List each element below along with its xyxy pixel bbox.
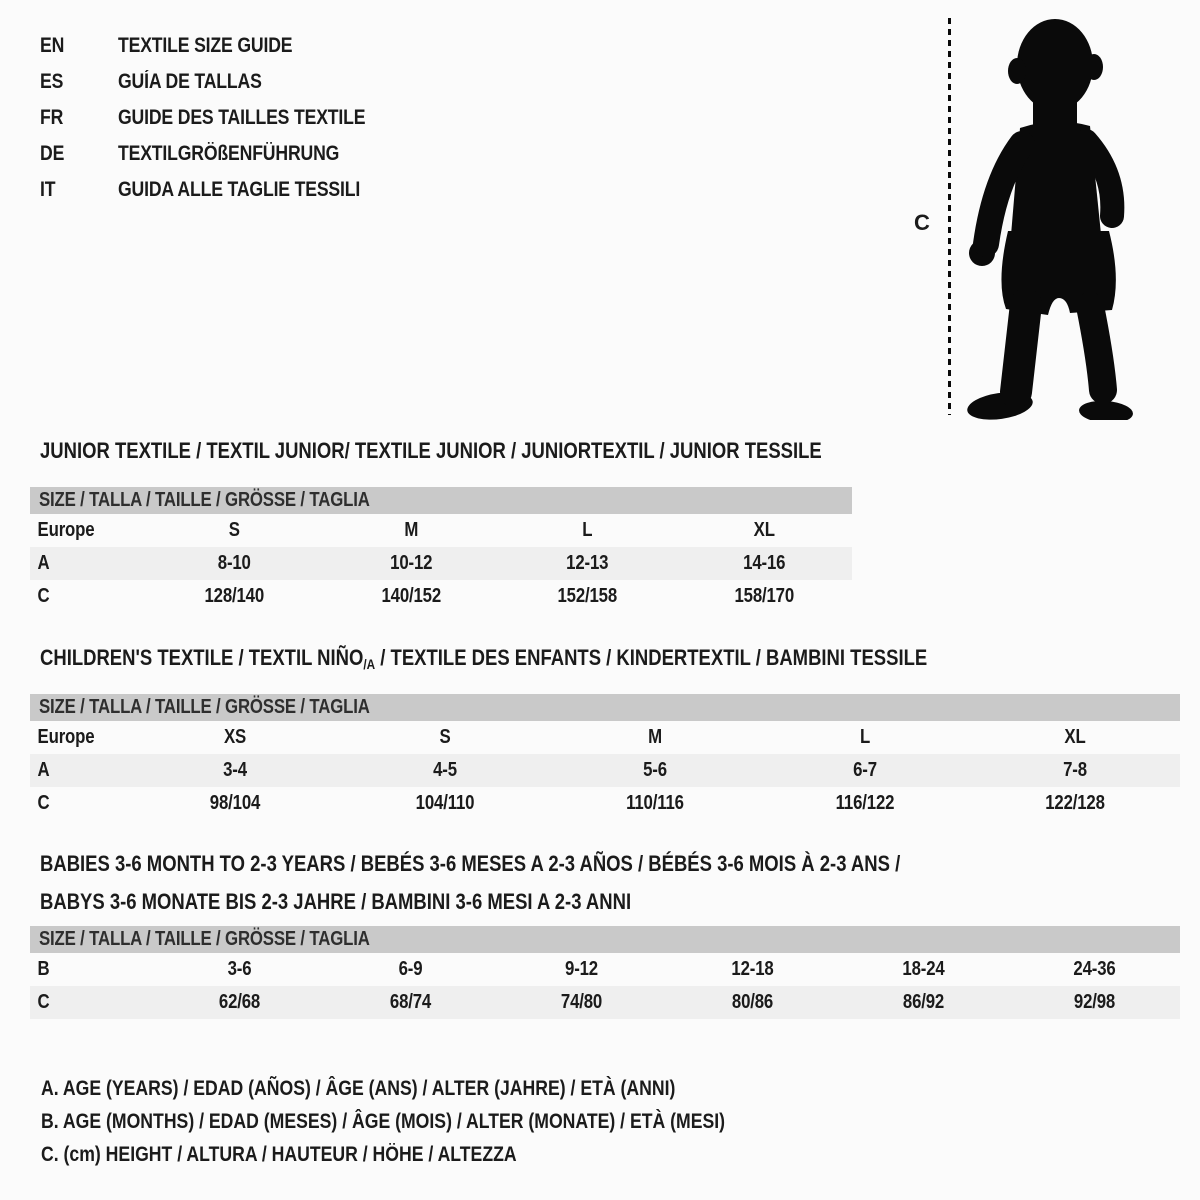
size-cell: 62/68 [218, 991, 261, 1013]
row-label: A [37, 552, 50, 574]
size-cell: 80/86 [731, 991, 774, 1013]
size-cell: 7-8 [1063, 759, 1087, 781]
babies-section-heading-line1: BABIES 3-6 MONTH TO 2-3 YEARS / BEBÉS 3-6 MESES A 2-3 AÑOS / BÉBÉS 3-6 MOIS À 2-3 ANS / [40, 851, 901, 876]
language-code: DE [40, 142, 65, 165]
size-cell: M [403, 519, 418, 541]
language-code: FR [40, 106, 64, 129]
size-cell: 18-24 [902, 958, 945, 980]
children-heading-sub: /A [363, 656, 376, 672]
size-cell: S [439, 726, 451, 748]
size-cell: 12-18 [731, 958, 774, 980]
language-code: IT [40, 178, 56, 201]
size-cell: 3-4 [223, 759, 247, 781]
size-header-bar [30, 487, 852, 514]
size-cell: 3-6 [227, 958, 252, 980]
size-cell: 140/152 [380, 585, 441, 607]
row-label: C [37, 991, 50, 1013]
children-heading-text: CHILDREN'S TEXTILE / TEXTIL NIÑO [40, 645, 364, 670]
row-label: B [37, 958, 50, 980]
size-cell: 10-12 [389, 552, 432, 574]
language-title: GUIDA ALLE TAGLIE TESSILI [118, 178, 361, 201]
size-cell: 8-10 [217, 552, 251, 574]
row-label: Europe [37, 519, 95, 541]
size-cell: 152/158 [557, 585, 618, 607]
babies-size-table [30, 926, 1180, 1019]
legend-line-b: B. AGE (MONTHS) / EDAD (MESES) / ÂGE (MOIS) / ALTER (MONATE) / ETÀ (MESI) [41, 1110, 726, 1133]
size-header-bar [30, 926, 1180, 953]
row-label: C [37, 585, 50, 607]
legend-line-c: C. (cm) HEIGHT / ALTURA / HAUTEUR / HÖHE / ALTEZZA [41, 1143, 517, 1166]
table-row [30, 514, 852, 547]
size-header-label: SIZE / TALLA / TAILLE / GRÖSSE / TAGLIA [39, 696, 370, 718]
table-row [30, 754, 1180, 787]
size-cell: XS [223, 726, 247, 748]
size-cell: XL [1064, 726, 1086, 748]
size-cell: 98/104 [209, 792, 261, 814]
language-title: TEXTILGRÖßENFÜHRUNG [118, 142, 340, 165]
children-size-table [30, 694, 1180, 820]
junior-section-heading: JUNIOR TEXTILE / TEXTIL JUNIOR/ TEXTILE JUNIOR / JUNIORTEXTIL / JUNIOR TESSILE [40, 438, 822, 463]
size-cell: 5-6 [643, 759, 667, 781]
size-cell: 104/110 [415, 792, 475, 814]
language-code: EN [40, 34, 65, 57]
toddler-silhouette-icon [962, 16, 1140, 420]
size-cell: 14-16 [742, 552, 785, 574]
junior-size-table [30, 487, 852, 613]
language-title: TEXTILE SIZE GUIDE [118, 34, 293, 57]
size-cell: 110/116 [626, 792, 684, 814]
size-cell: 128/140 [204, 585, 265, 607]
children-heading-text: / TEXTILE DES ENFANTS / KINDERTEXTIL / BAMBINI TESSILE [375, 645, 928, 670]
language-code: ES [40, 70, 64, 93]
size-cell: 68/74 [389, 991, 432, 1013]
size-cell: XL [753, 519, 775, 541]
size-header-label: SIZE / TALLA / TAILLE / GRÖSSE / TAGLIA [39, 928, 370, 950]
size-cell: L [582, 519, 593, 541]
size-header-label: SIZE / TALLA / TAILLE / GRÖSSE / TAGLIA [39, 489, 370, 511]
size-cell: 122/128 [1045, 792, 1105, 814]
row-label: Europe [37, 726, 95, 748]
table-row [30, 580, 852, 613]
size-cell: S [228, 519, 240, 541]
size-cell: 9-12 [565, 958, 598, 980]
legend-line-a: A. AGE (YEARS) / EDAD (AÑOS) / ÂGE (ANS) / ALTER (JAHRE) / ETÀ (ANNI) [41, 1077, 676, 1100]
size-cell: 6-9 [398, 958, 423, 980]
table-row [30, 721, 1180, 754]
table-row [30, 787, 1180, 820]
size-cell: 24-36 [1073, 958, 1116, 980]
size-cell: 6-7 [853, 759, 877, 781]
size-cell: M [648, 726, 662, 748]
size-cell: 116/122 [835, 792, 895, 814]
size-cell: 86/92 [902, 991, 945, 1013]
size-cell: 12-13 [566, 552, 609, 574]
height-measure-line [948, 18, 951, 415]
size-cell: 4-5 [433, 759, 457, 781]
language-title: GUÍA DE TALLAS [118, 70, 262, 93]
height-measure-label: C [914, 210, 930, 235]
children-section-heading [40, 645, 927, 672]
table-row [30, 547, 852, 580]
row-label: A [37, 759, 50, 781]
language-title: GUIDE DES TAILLES TEXTILE [118, 106, 366, 129]
table-row [30, 986, 1180, 1019]
size-cell: 92/98 [1073, 991, 1116, 1013]
table-row [30, 953, 1180, 986]
size-cell: 158/170 [733, 585, 794, 607]
size-cell: 74/80 [560, 991, 603, 1013]
size-header-bar [30, 694, 1180, 721]
babies-section-heading-line2: BABYS 3-6 MONATE BIS 2-3 JAHRE / BAMBINI 3-6 MESI A 2-3 ANNI [40, 889, 632, 914]
size-cell: L [859, 726, 871, 748]
row-label: C [37, 792, 50, 814]
